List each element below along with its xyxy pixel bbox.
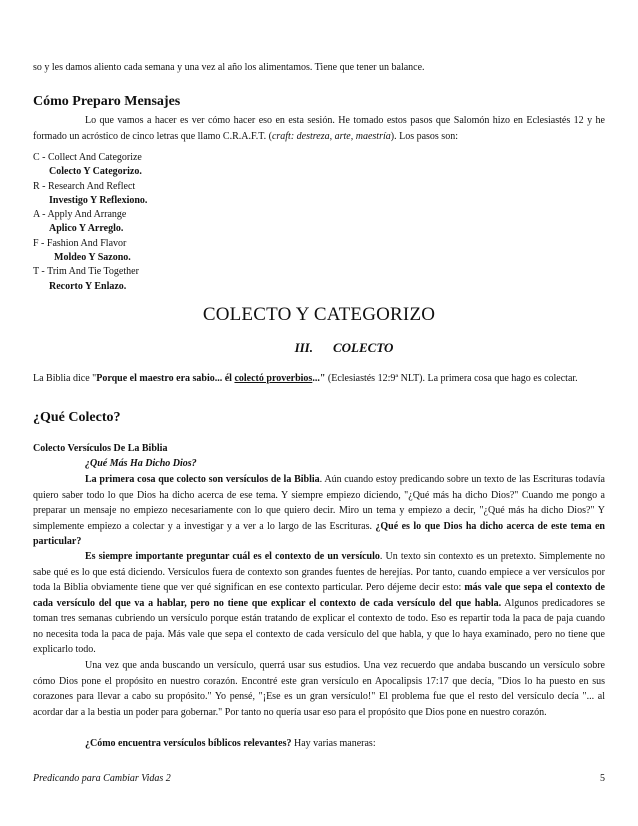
heading-como-preparo: Cómo Preparo Mensajes xyxy=(33,94,181,109)
quote-bold: Porque el maestro era sabio... él xyxy=(96,373,235,384)
emphasis-bold: Es siempre importante preguntar cuál es el contexto de un versículo xyxy=(85,551,380,562)
acrostic-item-es: Colecto Y Categorizo. xyxy=(49,166,142,178)
acrostic-item-en: F - Fashion And Flavor xyxy=(33,237,127,249)
section-title: COLECTO xyxy=(333,340,394,355)
acrostic-item-es: Aplico Y Arreglo. xyxy=(49,223,124,235)
emphasis-bold: La primera cosa que colecto son versículos de la Biblia xyxy=(85,474,320,485)
para-text: ). Los pasos son: xyxy=(390,130,458,142)
page-number: 5 xyxy=(600,773,605,784)
para-text: Lo que vamos a hacer es ver cómo hacer eso en esta sesión. He tomado estos pasos que Salomón hizo en Eclesiastés 12 y he formado un acróstico de cinco letras que llamo C.R.A.F.T. ( xyxy=(33,115,605,142)
acrostic-item-en: C - Collect And Categorize xyxy=(33,152,142,163)
craft-translation: craft: destreza, arte, maestría xyxy=(271,130,391,142)
acrostic-item-es: Recorto Y Enlazo. xyxy=(49,280,127,292)
page-footer xyxy=(33,773,605,784)
acrostic-item-en: T - Trim And Tie Together xyxy=(33,266,139,278)
para-text: Algunos predicadores se toman tres semanas cubriendo un versículo porque están tratando de explicar el contexto de todo. Eso es repartir toda la paca de paja cuando no necesita toda la paca de paja. Más vale que sepa el contexto de cada versículo del que habla, y que lo haya examinado, pero no tiene que explicarlo todo. xyxy=(33,597,605,655)
quote-bold-end: ..." xyxy=(312,373,326,384)
para-text: (Eclesiastés 12:9ª NLT). La primera cosa que hago es colectar. xyxy=(325,373,578,384)
acrostic-item-en: A - Apply And Arrange xyxy=(33,209,127,221)
acrostic-item-es: Moldeo Y Sazono. xyxy=(54,252,131,264)
quote-underlined: colectó proverbios xyxy=(234,373,313,384)
para-text: . Aún cuando estoy predicando sobre un texto de las Escrituras todavía quiero saber todo lo que Dios ha dicho acerca de ese tema. Y siempre empiezo diciendo, "¿Qué más ha dicho Dios?" Cuando me pongo a preparar un mensaje no empiezo necesariamente con lo que quiero decir. Miro un tema y empiezo a decir, "¿Qué más ha dicho Dios?" Y simplemente empiezo a colectar y a investigar y a ver a lo largo de las Escrituras. xyxy=(33,474,605,532)
para-contexto xyxy=(33,549,605,658)
acrostic-item-es: Investigo Y Reflexiono. xyxy=(49,194,148,206)
acrostic-item-en: R - Research And Reflect xyxy=(33,180,136,192)
footer-title: Predicando para Cambiar Vidas 2 xyxy=(33,773,171,784)
para-una-vez: Una vez que anda buscando un versículo, querrá usar sus estudios. Una vez recuerdo que andaba buscando un versículo sobre cómo Dios pone el propósito en nuestro corazón. Encontré este gran versículo en Apocalipsis 17:17 que decía, "Dios lo ha puesto en sus corazones para llevar a cabo su propósito." Yo pensé, "¡Ese es un gran versículo!" El problema fue que el resto del versículo decía "... al acordar dar a la bestia un poder para gobernar." Por tanto no quería usar eso para el propósito que Dios pone en nuestro corazón. xyxy=(33,660,605,718)
section-number: III. xyxy=(294,340,313,355)
para-primera-cosa xyxy=(33,472,605,550)
section-heading xyxy=(33,339,605,357)
para-como-encuentra xyxy=(33,736,605,752)
chapter-title: COLECTO Y CATEGORIZO xyxy=(202,304,436,325)
para-text: Hay varias maneras: xyxy=(291,738,376,749)
para-biblia-dice xyxy=(33,371,605,387)
emphasis-bold: ¿Cómo encuentra versículos bíblicos relevantes? xyxy=(85,738,292,749)
para-intro-craft xyxy=(33,113,605,144)
acrostic-list xyxy=(33,151,605,294)
para-text: La Biblia dice " xyxy=(33,373,97,384)
question-que-mas: ¿Qué Más Ha Dicho Dios? xyxy=(85,458,197,469)
emphasis-bold: ¿Qué es lo que Dios ha dicho acerca de este tema en particular? xyxy=(33,520,605,547)
subheading-versiculos: Colecto Versículos De La Biblia xyxy=(33,443,168,454)
intro-line: so y les damos aliento cada semana y una vez al año los alimentamos. Tiene que tener un balance. xyxy=(33,62,425,73)
para-text: . Un texto sin contexto es un pretexto. Simplemente no sabe qué es lo que está diciendo. Versículos fuera de contexto son grandes fuentes de herejías. Por tanto, cuando empiece a ver versículos por toda la Biblia obviamente tiene que ver qué significan en ese contexto particular. Pero déjeme decir esto: xyxy=(33,551,605,593)
emphasis-bold: más vale que sepa el contexto de cada versículo del que va a hablar, pero no tiene que explicar el contexto de cada versículo del que habla. xyxy=(33,582,605,609)
heading-que-colecto: ¿Qué Colecto? xyxy=(33,410,121,425)
